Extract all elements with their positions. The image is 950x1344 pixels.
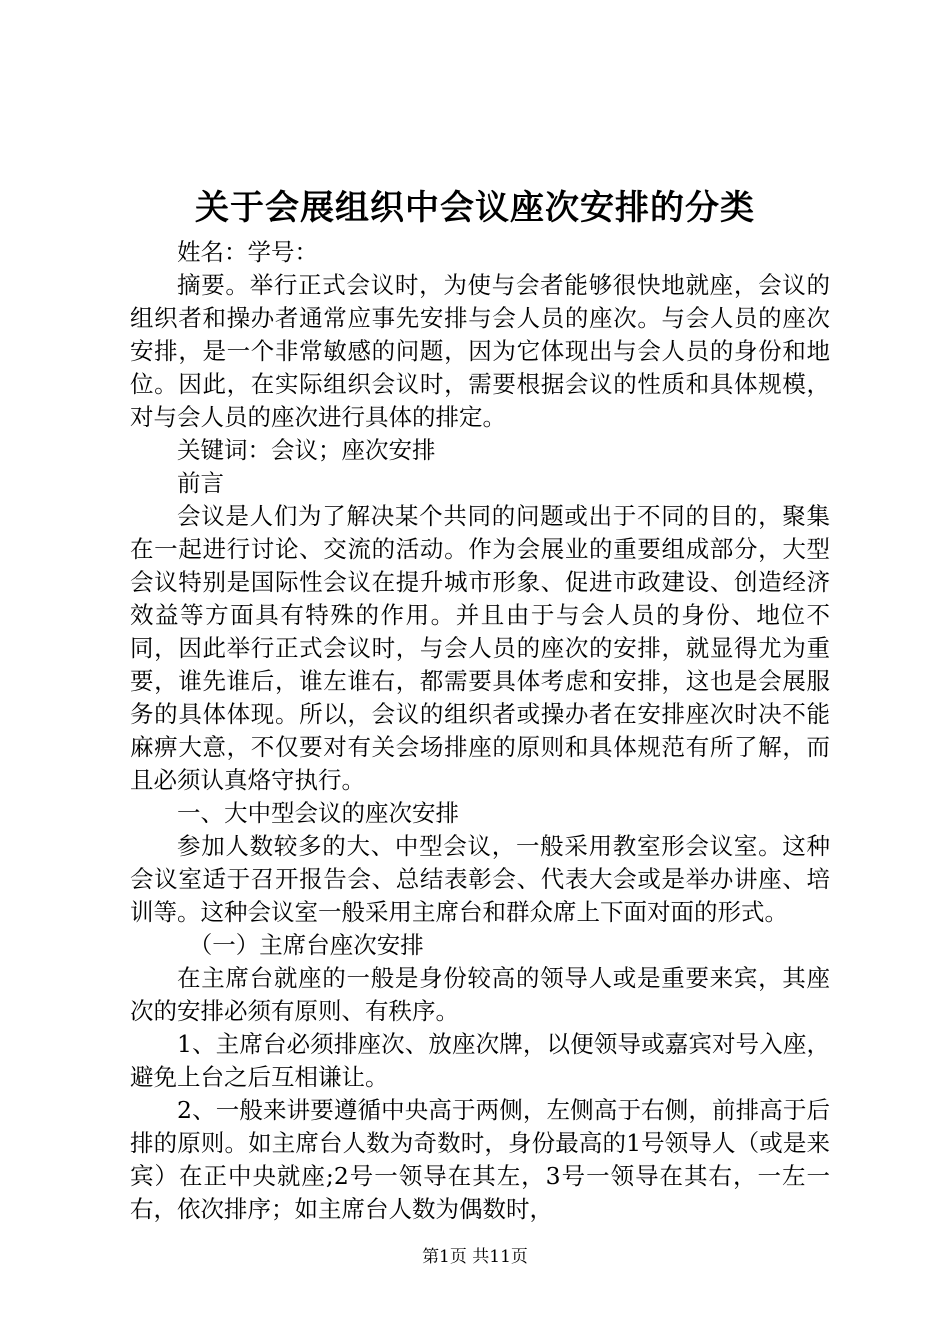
page-footer: 第1页 共11页 <box>422 1247 528 1267</box>
list-item-1: 1、主席台必须排座次、放座次牌，以便领导或嘉宾对号入座，避免上台之后互相谦让。 <box>130 1030 830 1091</box>
document-title: 关于会展组织中会议座次安排的分类 <box>195 188 755 228</box>
author-line: 姓名：学号： <box>177 238 318 266</box>
section-heading: 一、大中型会议的座次安排 <box>177 799 459 827</box>
section-paragraph: 参加人数较多的大、中型会议，一般采用教室形会议室。这种会议室适于召开报告会、总结表彰会、代表大会或是举办讲座、培训等。这种会议室一般采用主席台和群众席上下面对面的形式。 <box>130 832 830 926</box>
list-item-2: 2、一般来讲要遵循中央高于两侧，左侧高于右侧，前排高于后排的原则。如主席台人数为奇数时，身份最高的1号领导人（或是来宾）在正中央就座;2号一领导在其左，3号一领导在其右，一左一右，依次排序；如主席台人数为偶数时， <box>130 1096 830 1223</box>
abstract-paragraph: 摘要。举行正式会议时，为使与会者能够很快地就座，会议的组织者和操办者通常应事先安排与会人员的座次。与会人员的座次安排，是一个非常敏感的问题，因为它体现出与会人员的身份和地位。因此，在实际组织会议时，需要根据会议的性质和具体规模，对与会人员的座次进行具体的排定。 <box>130 271 830 431</box>
subsection-heading: （一）主席台座次安排 <box>188 931 424 959</box>
preface-heading: 前言 <box>177 469 224 497</box>
subsection-paragraph: 在主席台就座的一般是身份较高的领导人或是重要来宾，其座次的安排必须有原则、有秩序。 <box>130 964 830 1025</box>
preface-paragraph: 会议是人们为了解决某个共同的问题或出于不同的目的，聚集在一起进行讨论、交流的活动。作为会展业的重要组成部分，大型会议特别是国际性会议在提升城市形象、促进市政建设、创造经济效益等方面具有特殊的作用。并且由于与会人员的身份、地位不同，因此举行正式会议时，与会人员的座次的安排，就显得尤为重要，谁先谁后，谁左谁右，都需要具体考虑和安排，这也是会展服务的具体体现。所以，会议的组织者或操办者在安排座次时决不能麻痹大意，不仅要对有关会场排座的原则和具体规范有所了解，而且必须认真烙守执行。 <box>130 502 830 794</box>
keywords-line: 关键词：会议；座次安排 <box>177 436 436 464</box>
document-body <box>130 236 830 1226</box>
